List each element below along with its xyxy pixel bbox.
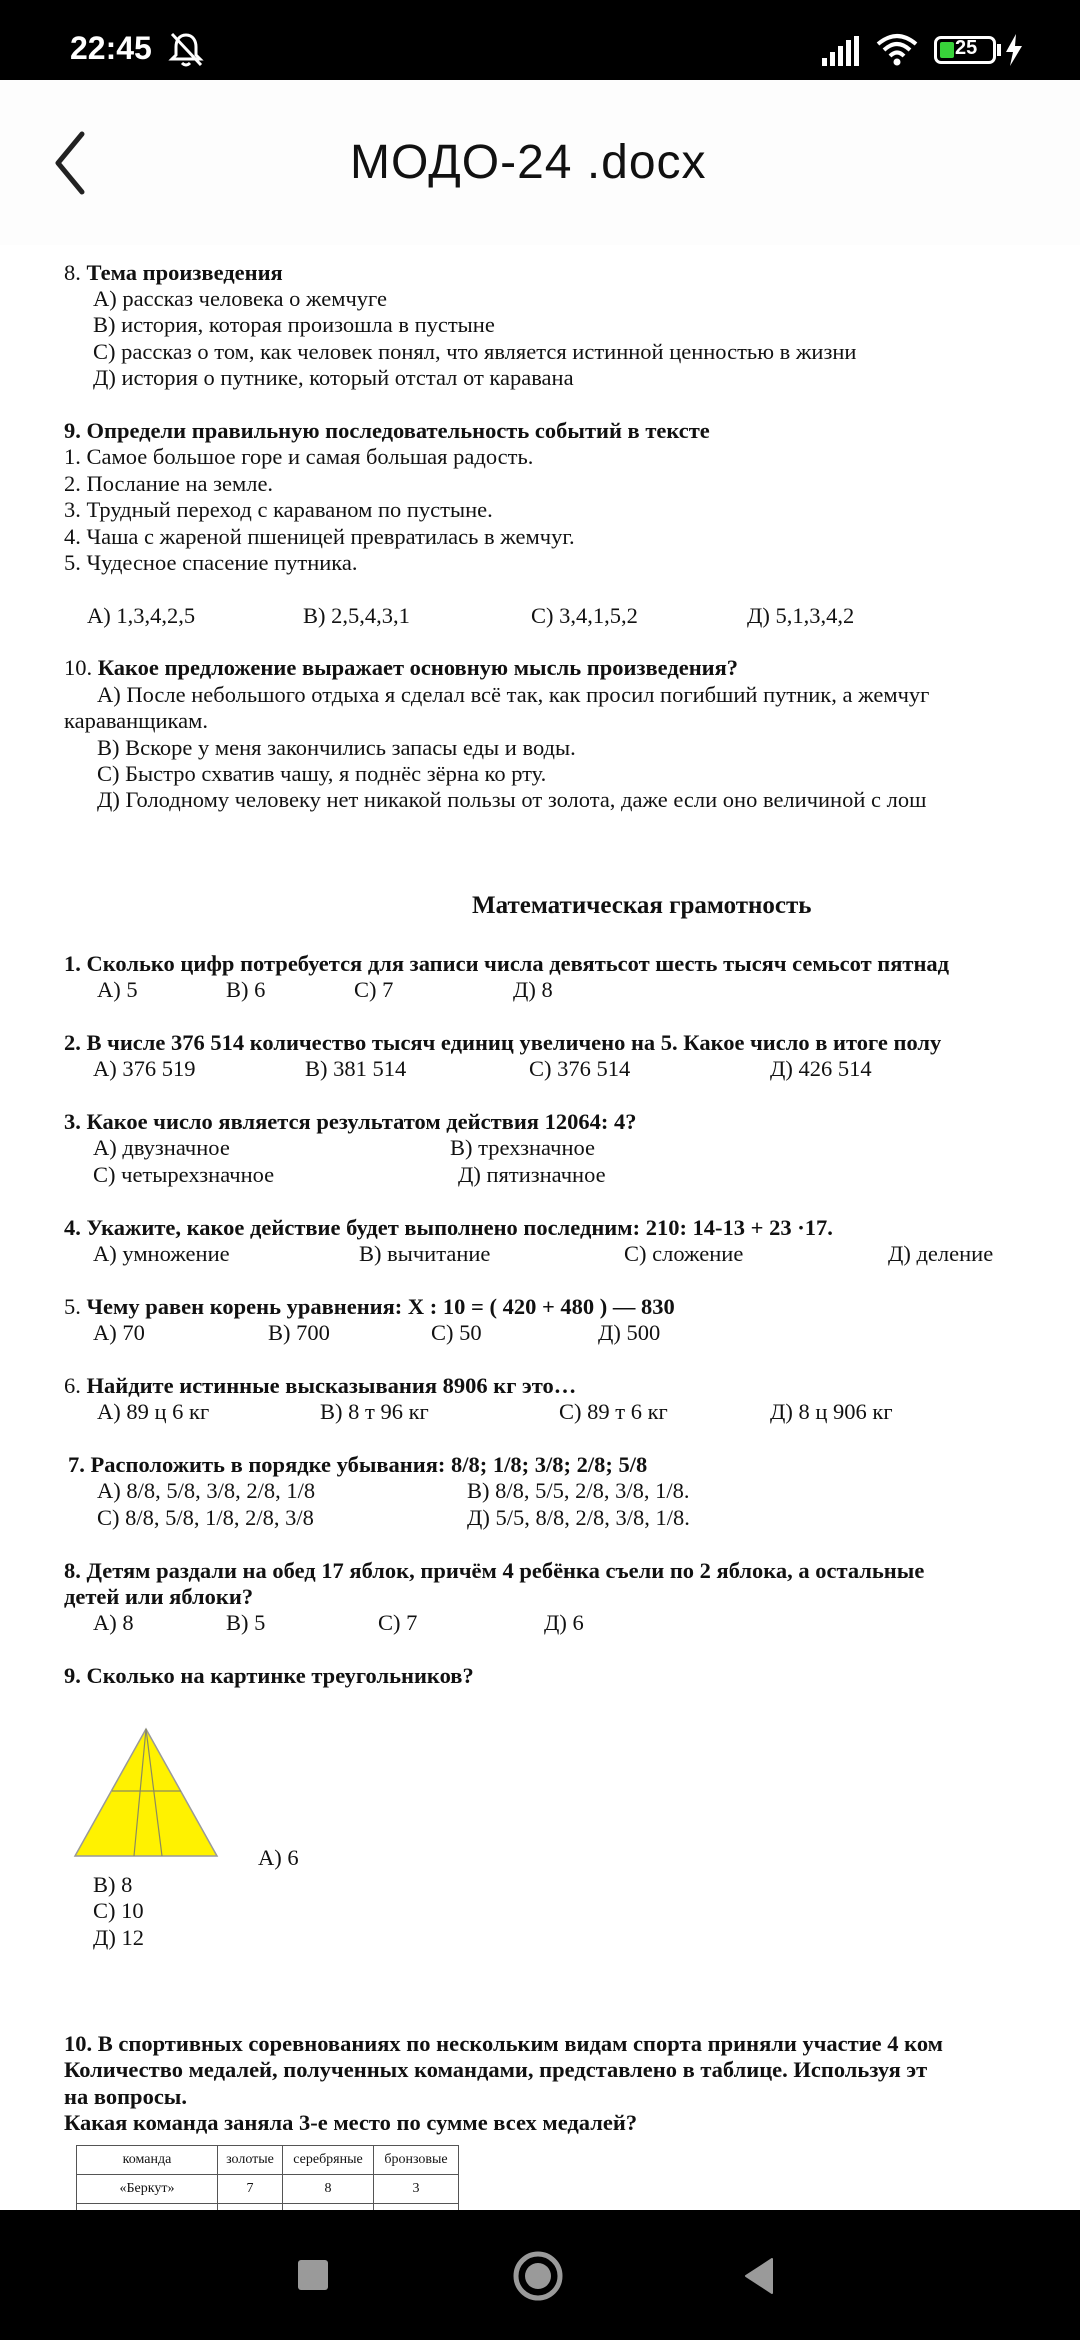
table-cell: «Беркут»	[77, 2175, 218, 2204]
signal-icon	[820, 36, 860, 66]
event-item: 3. Трудный переход с караваном по пустыне.	[64, 497, 493, 522]
math-question-10-line2: Количество медалей, полученных командами, представлено в таблице. Используя эт	[64, 2057, 928, 2082]
answer-option: А) 70	[93, 1320, 145, 1345]
answer-option: Д) пятизначное	[458, 1162, 606, 1187]
question-number: 6.	[64, 1373, 87, 1398]
back-button[interactable]	[742, 2257, 776, 2295]
answer-option: А) 8/8, 5/8, 3/8, 2/8, 1/8	[97, 1478, 316, 1503]
status-bar	[0, 0, 1080, 80]
answer-option: В) вычитание	[359, 1241, 491, 1266]
answer-option: В) 8/8, 5/5, 2/8, 3/8, 1/8.	[467, 1478, 690, 1503]
math-question-10-line4: Какая команда заняла 3-е место по сумме всех медалей?	[64, 2110, 638, 2135]
answer-option: Д) 8	[513, 977, 553, 1002]
math-question-7: 7. Расположить в порядке убывания: 8/8; 1/8; 3/8; 2/8; 5/8	[68, 1452, 648, 1477]
math-question-3: 3. Какое число является результатом действия 12064: 4?	[64, 1109, 637, 1134]
triangle-shape	[75, 1729, 217, 1856]
answer-option: С) Быстро схватив чашу, я поднёс зёрна ко рту.	[97, 761, 547, 786]
document-title: МОДО-24 .docx	[350, 136, 707, 189]
answer-option: В) 381 514	[305, 1056, 407, 1081]
answer-option: В) трехзначное	[450, 1135, 596, 1160]
answer-option: В) Вскоре у меня закончились запасы еды и воды.	[97, 735, 576, 760]
answer-option: А) рассказ человека о жемчуге	[93, 286, 387, 311]
question-number: 8.	[64, 260, 87, 285]
math-question-8: 8. Детям раздали на обед 17 яблок, причём 4 ребёнка съели по 2 яблока, а остальные	[64, 1558, 925, 1583]
answer-option: С) 10	[93, 1898, 144, 1923]
answer-option: А) 6	[258, 1845, 299, 1870]
wifi-icon	[876, 32, 918, 66]
question-number: 10.	[64, 655, 98, 680]
answer-option: Д) 6	[544, 1610, 584, 1635]
back-arrow-icon[interactable]	[50, 128, 90, 198]
answer-option: Д) 5/5, 8/8, 2/8, 3/8, 1/8.	[467, 1505, 690, 1530]
table-header-cell: бронзовые	[374, 2146, 459, 2175]
document-header	[0, 80, 1080, 245]
section-title: Математическая грамотность	[472, 892, 812, 919]
answer-option: С) 89 т 6 кг	[559, 1399, 668, 1424]
answer-option: С) сложение	[624, 1241, 744, 1266]
table-header-cell: золотые	[218, 2146, 283, 2175]
answer-option: А) 8	[93, 1610, 134, 1635]
answer-option: Д) история о путнике, который отстал от каравана	[93, 365, 574, 390]
answer-option: Д) 500	[598, 1320, 661, 1345]
answer-option: В) 700	[268, 1320, 330, 1345]
battery-icon	[934, 36, 996, 64]
table-row	[77, 2175, 459, 2204]
math-question-5	[64, 1294, 675, 1320]
question-text: Чему равен корень уравнения: Х : 10 = ( 420 + 480 ) — 830	[86, 1294, 675, 1319]
answer-option: А) 5	[97, 977, 138, 1002]
math-question-4: 4. Укажите, какое действие будет выполнено последним: 210: 14-13 + 23 ·17.	[64, 1215, 833, 1240]
table-cell: 8	[283, 2175, 374, 2204]
answer-option: В) 8 т 96 кг	[320, 1399, 429, 1424]
answer-option: Д) 8 ц 906 кг	[770, 1399, 893, 1424]
medals-table	[76, 2145, 459, 2210]
answer-option: С) 50	[431, 1320, 482, 1345]
event-item: 2. Послание на земле.	[64, 471, 274, 496]
math-question-9: 9. Сколько на картинке треугольников?	[64, 1663, 474, 1688]
answer-option: А) 1,3,4,2,5	[87, 603, 196, 628]
event-item: 1. Самое большое горе и самая большая радость.	[64, 444, 534, 469]
home-button[interactable]	[512, 2250, 564, 2302]
answer-option: Д) 12	[93, 1925, 144, 1950]
question-text: Найдите истинные высказывания 8906 кг это…	[86, 1373, 577, 1398]
math-question-6	[64, 1373, 576, 1399]
answer-option: В) история, которая произошла в пустыне	[93, 312, 495, 337]
answer-option: С) 376 514	[529, 1056, 631, 1081]
math-question-10-line3: на вопросы.	[64, 2084, 187, 2109]
triangle-figure	[72, 1725, 220, 1860]
answer-option-continued: караванщикам.	[64, 708, 208, 733]
answer-option: А) 89 ц 6 кг	[97, 1399, 210, 1424]
answer-option: С) четырехзначное	[93, 1162, 275, 1187]
question-9: 9. Определи правильную последовательность событий в тексте	[64, 418, 710, 443]
math-question-1: 1. Сколько цифр потребуется для записи числа девятьсот шесть тысяч семьсот пятнад	[64, 951, 950, 976]
dnd-bell-icon	[168, 30, 204, 68]
question-text: Тема произведения	[86, 260, 283, 285]
table-cell: 7	[218, 2175, 283, 2204]
clock: 22:45	[70, 30, 152, 66]
battery-level	[940, 42, 954, 58]
answer-option: Д) деление	[888, 1241, 994, 1266]
question-number: 5.	[64, 1294, 87, 1319]
answer-option: Д) 426 514	[770, 1056, 872, 1081]
event-item: 5. Чудесное спасение путника.	[64, 550, 358, 575]
table-cell: 3	[374, 2175, 459, 2204]
answer-option: С) 3,4,1,5,2	[531, 603, 638, 628]
battery-percent: 25	[955, 37, 978, 59]
table-header-cell: серебряные	[283, 2146, 374, 2175]
table-header-cell: команда	[77, 2146, 218, 2175]
answer-option: А) 376 519	[93, 1056, 196, 1081]
answer-option: С) 7	[354, 977, 394, 1002]
math-question-2: 2. В числе 376 514 количество тысяч единиц увеличено на 5. Какое число в итоге полу	[64, 1030, 942, 1055]
event-item: 4. Чаша с жареной пшеницей превратилась в жемчуг.	[64, 524, 575, 549]
answer-option: В) 6	[226, 977, 266, 1002]
document-page[interactable]	[0, 245, 1080, 2210]
answer-option: А) После небольшого отдыха я сделал всё так, как просил погибший путник, а жемчуг	[97, 682, 930, 707]
answer-option: А) двузначное	[93, 1135, 230, 1160]
question-8	[64, 260, 283, 286]
math-question-10: 10. В спортивных соревнованиях по нескольким видам спорта приняли участие 4 ком	[64, 2031, 943, 2056]
answer-option: В) 5	[226, 1610, 266, 1635]
answer-option: В) 8	[93, 1872, 133, 1897]
navigation-bar	[0, 2210, 1080, 2340]
charging-icon	[1004, 34, 1024, 66]
answer-option: С) рассказ о том, как человек понял, что является истинной ценностью в жизни	[93, 339, 857, 364]
answer-option: С) 7	[378, 1610, 418, 1635]
answer-option: А) умножение	[93, 1241, 230, 1266]
answer-option: В) 2,5,4,3,1	[303, 603, 410, 628]
answer-option: Д) 5,1,3,4,2	[747, 603, 855, 628]
question-10	[64, 655, 738, 681]
math-question-8-continued: детей или яблоки?	[64, 1584, 254, 1609]
answer-option: Д) Голодному человеку нет никакой пользы от золота, даже если оно величиной с лош	[97, 787, 927, 812]
battery-tip	[997, 44, 1001, 56]
question-text: Какое предложение выражает основную мысль произведения?	[97, 655, 739, 680]
table-header-row	[77, 2146, 459, 2175]
answer-option: С) 8/8, 5/8, 1/8, 2/8, 3/8	[97, 1505, 314, 1530]
recents-button[interactable]	[298, 2260, 328, 2290]
